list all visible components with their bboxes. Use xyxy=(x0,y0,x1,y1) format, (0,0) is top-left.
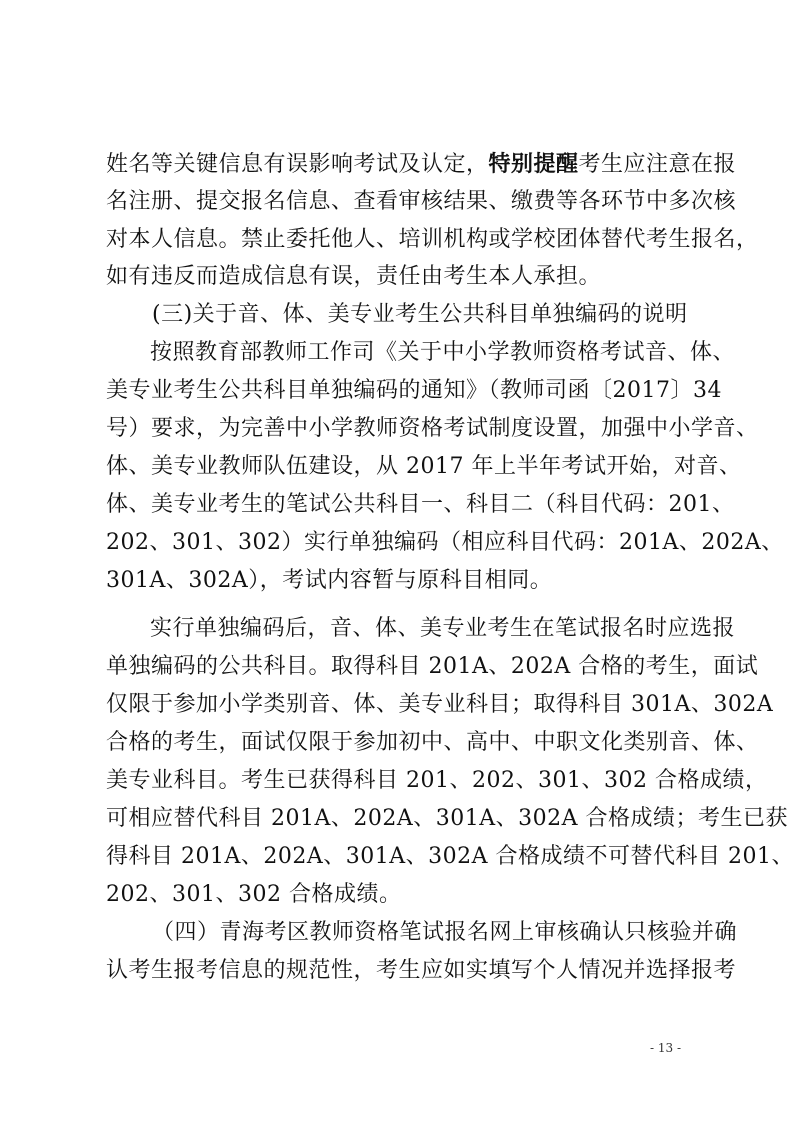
p1-line-4: 如有违反而造成信息有误，责任由考生本人承担。 xyxy=(106,264,602,289)
p3-line-5: 美专业科目。考生已获得科目 201、202、301、302 合格成绩， xyxy=(106,768,768,793)
special-reminder-emphasis: 特别提醒 xyxy=(488,151,579,177)
p1-line-1 xyxy=(106,146,737,182)
p3-line-8: 202、301、302 合格成绩。 xyxy=(106,882,402,907)
p3-line-1: 实行单独编码后，音、体、美专业考生在笔试报名时应选报 xyxy=(150,616,736,641)
p2-line-2: 美专业考生公共科目单独编码的通知》（教师司函〔2017〕34 xyxy=(106,378,722,403)
page-number: - 13 - xyxy=(650,1041,682,1055)
p4-line-1: （四）青海考区教师资格笔试报名网上审核确认只核验并确 xyxy=(152,920,738,945)
p2-line-5: 体、美专业考生的笔试公共科目一、科目二（科目代码：201、 xyxy=(106,492,735,517)
p1-line-1-text-c: 考生应注意在报 xyxy=(578,152,737,177)
p1-line-2: 名注册、提交报名信息、查看审核结果、缴费等各环节中多次核 xyxy=(106,189,737,214)
p3-line-6: 可相应替代科目 201A、202A、301A、302A 合格成绩；考生已获 xyxy=(106,806,789,831)
p1-line-1-text-a: 姓名等关键信息有误影响考试及认定， xyxy=(106,152,489,177)
p2-line-4: 体、美专业教师队伍建设，从 2017 年上半年考试开始，对音、 xyxy=(106,454,742,479)
p3-line-4: 合格的考生，面试仅限于参加初中、高中、中职文化类别音、体、 xyxy=(106,730,759,755)
p3-line-7: 得科目 201A、202A、301A、302A 合格成绩不可替代科目 201、 xyxy=(106,844,794,869)
p2-line-1: 按照教育部教师工作司《关于中小学教师资格考试音、体、 xyxy=(150,340,736,365)
p3-line-2: 单独编码的公共科目。取得科目 201A、202A 合格的考生，面试 xyxy=(106,654,759,679)
section-heading-3: (三)关于音、体、美专业考生公共科目单独编码的说明 xyxy=(152,302,688,327)
p4-line-2: 认考生报考信息的规范性，考生应如实填写个人情况并选择报考 xyxy=(106,958,737,983)
p2-line-7: 301A、302A），考试内容暂与原科目相同。 xyxy=(106,568,553,593)
p1-line-3: 对本人信息。禁止委托他人、培训机构或学校团体替代考生报名， xyxy=(106,227,759,252)
p3-line-3: 仅限于参加小学类别音、体、美专业科目；取得科目 301A、302A xyxy=(106,692,774,717)
p2-line-6: 202、301、302）实行单独编码（相应科目代码：201A、202A、 xyxy=(106,530,784,555)
p2-line-3: 号）要求，为完善中小学教师资格考试制度设置，加强中小学音、 xyxy=(106,416,759,441)
